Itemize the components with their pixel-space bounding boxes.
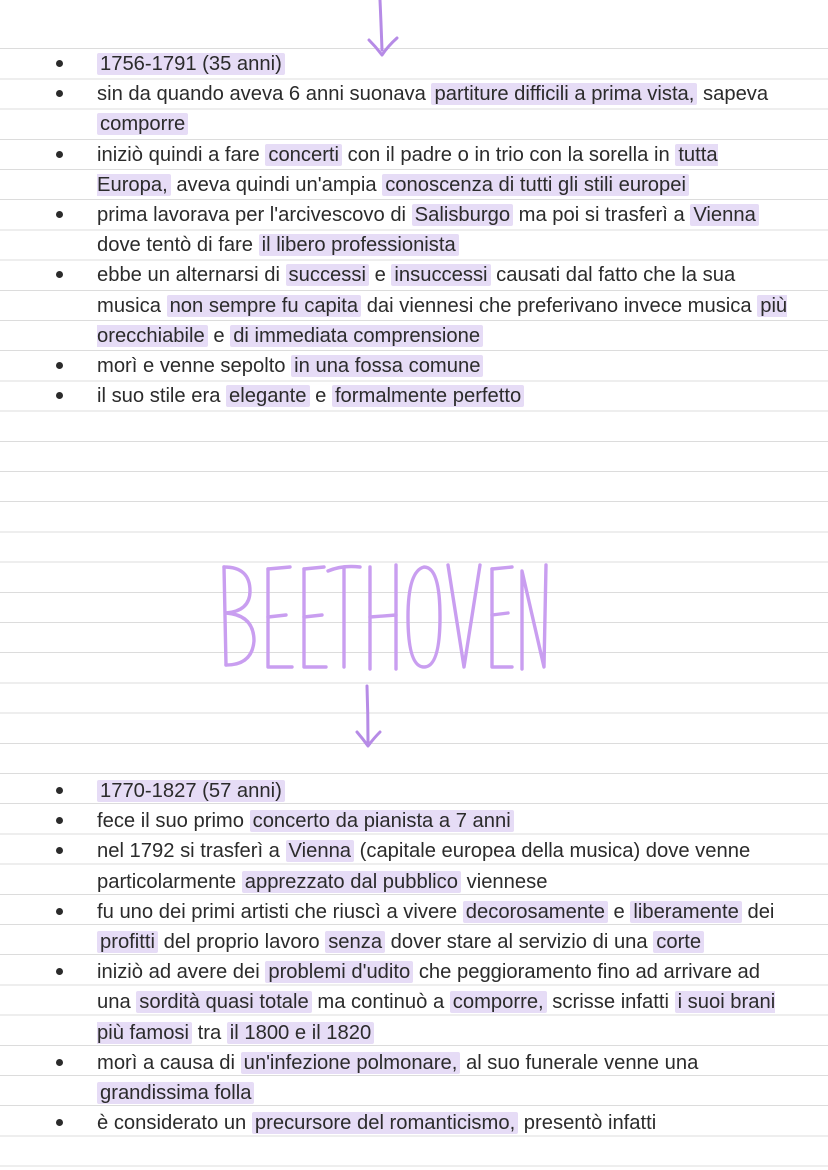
highlighted-text: Vienna (286, 840, 355, 862)
highlighted-text: sordità quasi totale (136, 991, 311, 1013)
note-text: dei (741, 900, 775, 923)
bullet-icon (56, 787, 63, 794)
note-text: morì e venne sepolto (97, 355, 292, 378)
highlighted-text: corte (653, 931, 704, 953)
note-text: aveva quindi un'ampia (170, 173, 383, 196)
highlighted-text: in una fossa comune (291, 355, 483, 377)
note-text: tra (192, 1021, 227, 1044)
highlighted-text: 1770-1827 (57 anni) (97, 780, 285, 802)
bullet-icon (56, 908, 63, 915)
highlighted-text: senza (325, 931, 385, 953)
highlighted-text: comporre, (450, 991, 547, 1013)
highlighted-text: di immediata comprensione (230, 325, 483, 347)
highlighted-text: comporre (97, 113, 188, 135)
note-text: il suo stile era (97, 385, 227, 408)
bullet-icon (56, 1059, 63, 1066)
note-text: ebbe un alternarsi di (97, 264, 286, 287)
note-text: fece il suo primo (97, 810, 250, 833)
highlighted-text: concerti (265, 144, 342, 166)
note-text: iniziò ad avere dei (97, 961, 266, 984)
highlighted-text: Salisburgo (412, 204, 513, 226)
note-text: e (607, 900, 631, 923)
mozart-list-item (0, 140, 828, 200)
highlighted-text: Vienna (690, 204, 759, 226)
beethoven-notes-list (0, 776, 828, 1138)
mozart-list-item (0, 79, 828, 139)
bullet-icon (56, 362, 63, 369)
highlighted-text: elegante (226, 385, 309, 407)
note-text: prima lavorava per l'arcivescovo di (97, 204, 412, 227)
note-text: ma continuò a (311, 991, 450, 1014)
note-text: sin da quando aveva 6 anni suonava (97, 83, 432, 106)
note-text: ma poi si trasferì a (513, 204, 691, 227)
note-text: causati dal fatto che la sua musica (97, 264, 736, 317)
note-text: sapeva (697, 83, 769, 106)
note-text: iniziò quindi a fare (97, 143, 266, 166)
note-text: e (368, 264, 392, 287)
note-text: dai viennesi che preferivano invece musica (361, 294, 758, 317)
bullet-icon (56, 271, 63, 278)
highlighted-text: decorosamente (463, 901, 608, 923)
note-text: è considerato un (97, 1112, 252, 1135)
highlighted-text: formalmente perfetto (332, 385, 524, 407)
highlighted-text: tutta Europa, (97, 143, 718, 196)
bullet-icon (56, 817, 63, 824)
highlighted-text: concerto da pianista a 7 anni (250, 810, 514, 832)
mozart-list-item (0, 381, 828, 411)
highlighted-text: 1756-1791 (35 anni) (97, 53, 285, 75)
highlighted-text: profitti (97, 931, 158, 953)
note-text: al suo funerale venne una (460, 1051, 699, 1074)
bullet-icon (56, 90, 63, 97)
note-text: con il padre o in trio con la sorella in (342, 143, 676, 166)
bullet-icon (56, 151, 63, 158)
highlighted-text: non sempre fu capita (167, 295, 362, 317)
note-text: nel 1792 si trasferì a (97, 840, 286, 863)
highlighted-text: partiture difficili a prima vista, (431, 83, 697, 105)
note-text: dove tentò di fare (97, 234, 259, 257)
highlighted-text: liberamente (630, 901, 741, 923)
beethoven-title-text: BEETHOVEN (210, 553, 217, 554)
note-text: e (207, 324, 231, 347)
highlighted-text: problemi d'udito (265, 961, 413, 983)
mozart-list-item (0, 49, 828, 79)
bullet-icon (56, 968, 63, 975)
beethoven-list-item (0, 776, 828, 806)
highlighted-text: insuccessi (391, 264, 490, 286)
bullet-icon (56, 211, 63, 218)
beethoven-list-item (0, 1048, 828, 1108)
bullet-icon (56, 1119, 63, 1126)
highlighted-text: successi (286, 264, 369, 286)
highlighted-text: il 1800 e il 1820 (227, 1022, 374, 1044)
highlighted-text: apprezzato dal pubblico (242, 871, 461, 893)
mozart-list-item (0, 351, 828, 381)
note-text: e (309, 385, 332, 408)
highlighted-text: conoscenza di tutti gli stili europei (382, 174, 689, 196)
bullet-icon (56, 60, 63, 67)
note-text: scrisse infatti (546, 991, 675, 1014)
note-text: dover stare al servizio di una (385, 931, 654, 954)
beethoven-list-item (0, 806, 828, 836)
highlighted-text: precursore del romanticismo, (252, 1112, 518, 1134)
mozart-list-item (0, 260, 828, 351)
note-text: del proprio lavoro (157, 931, 326, 954)
beethoven-list-item (0, 836, 828, 896)
beethoven-title (210, 553, 560, 683)
bullet-icon (56, 392, 63, 399)
mozart-list-item (0, 200, 828, 260)
beethoven-list-item (0, 1108, 828, 1138)
note-text: fu uno dei primi artisti che riuscì a vivere (97, 900, 463, 923)
bullet-icon (56, 847, 63, 854)
beethoven-list-item (0, 957, 828, 1048)
highlighted-text: grandissima folla (97, 1082, 254, 1104)
highlighted-text: più orecchiabile (97, 294, 788, 347)
note-text: che peggioramento fino ad arrivare ad una (97, 961, 761, 1014)
beethoven-list-item (0, 897, 828, 957)
note-text: viennese (461, 870, 548, 893)
highlighted-text: il libero professionista (259, 234, 459, 256)
note-text: presentò infatti (518, 1112, 657, 1135)
note-text: morì a causa di (97, 1051, 241, 1074)
mozart-notes-list (0, 49, 828, 411)
note-text: (capitale europea della musica) dove venne particolarmente (97, 840, 751, 893)
highlighted-text: i suoi brani più famosi (97, 991, 776, 1044)
arrow-down-icon (352, 684, 386, 754)
highlighted-text: un'infezione polmonare, (241, 1052, 461, 1074)
